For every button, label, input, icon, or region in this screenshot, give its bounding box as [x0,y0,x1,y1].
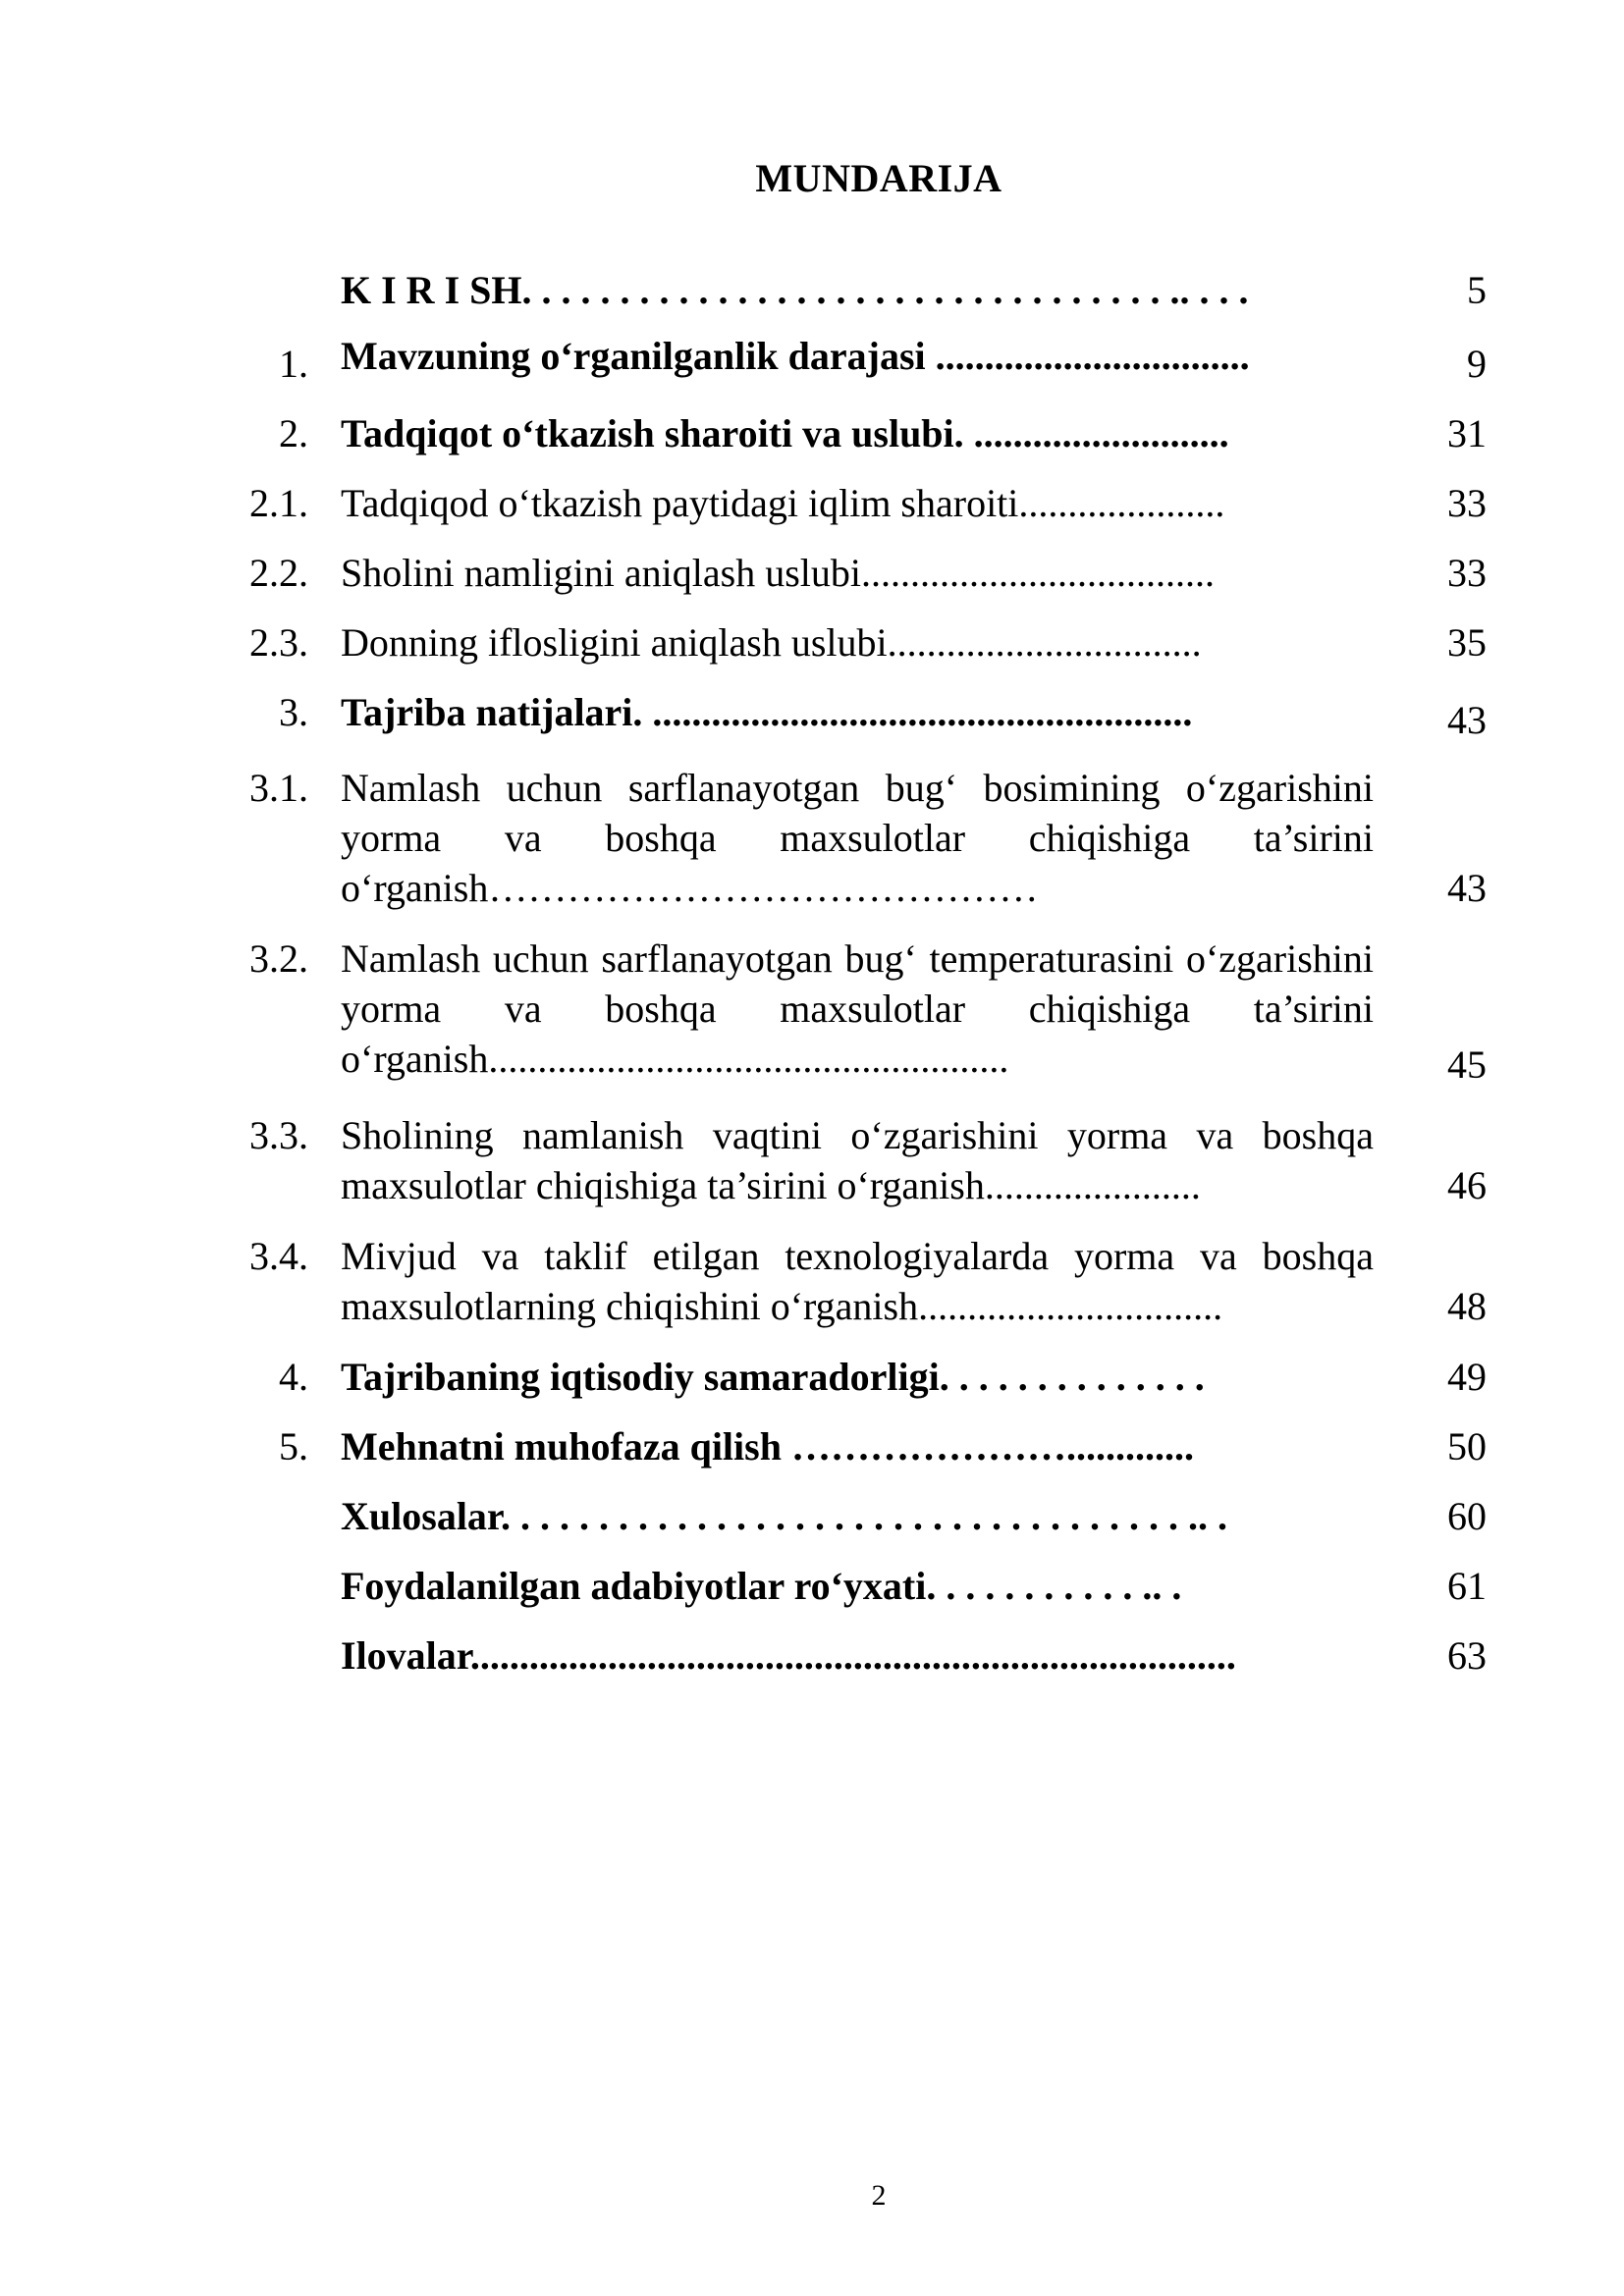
toc-entry-title [341,1421,1381,1471]
leader-dots: .......................... [963,411,1229,455]
toc-entry-number: 2.1. [249,481,308,525]
toc-entry-page: 48 [1447,1284,1487,1328]
toc-entry-page: 33 [1447,551,1487,595]
leader-dots: …………………............. [781,1424,1194,1468]
toc-entry-number: 4. [279,1355,308,1399]
leader-dots: .................................... [861,551,1215,595]
toc-entry-title [341,687,1381,737]
page-number: 2 [871,2179,887,2212]
toc-entry-title [341,1231,1374,1331]
toc-entry-number: 3.3. [249,1113,308,1157]
leader-dots: . . . . . . . . . . . . . . . . . . . . . . . . . . . . . . . . . .. . . . [521,268,1249,312]
toc-entry-text: Namlash uchun sarflanayotgan bug‘ bosimining o‘zgarishini yorma va boshqa maxsulotlar chiqishiga ta’sirini o‘rganish [341,766,1374,910]
toc-entry-number: 3.1. [249,766,308,810]
leader-dots: ....................................................... [642,690,1193,734]
toc-entry-title [341,265,1381,315]
toc-entry-number: 3.2. [249,936,308,981]
toc-entry-page: 50 [1447,1424,1487,1468]
toc-entry-page: 45 [1447,1042,1487,1087]
toc-entry-page: 61 [1447,1564,1487,1608]
toc-entry-text: Tadqiqot o‘tkazish sharoiti va uslubi. [341,411,964,455]
toc-entry-text: Mehnatni muhofaza qilish [341,1424,782,1468]
toc-entry-page: 33 [1447,481,1487,525]
toc-entry-page: 46 [1447,1163,1487,1207]
toc-entry-title [341,1491,1381,1541]
toc-entry-title [341,1561,1381,1611]
toc-entry-title [341,548,1381,598]
leader-dots: ................................ [887,620,1202,665]
toc-entry-text: Mivjud va taklif etilgan texnologiyalarda yorma va boshqa maxsulotlarning chiqishini o‘rganish [341,1234,1374,1328]
toc-entry-title [341,1630,1381,1681]
toc-entry-text: Xulosalar [341,1494,502,1538]
toc-entry-text: Tajriba natijalari. [341,690,643,734]
toc-entry-title [341,763,1374,913]
toc-entry-number: 2. [279,411,308,455]
toc-entry-page: 31 [1447,411,1487,455]
toc-entry-number: 1. [279,342,308,386]
toc-entry-title [341,934,1374,1084]
toc-entry-text: Foydalanilgan adabiyotlar ro‘yxati [341,1564,927,1608]
toc-entry-text: Tadqiqod o‘tkazish paytidagi iqlim sharoiti [341,481,1019,525]
leader-dots: . . . . . . . . . . . . . . [939,1355,1205,1399]
toc-entry-page: 9 [1467,342,1487,386]
toc-entry-title [341,478,1381,528]
toc-entry-number: 2.3. [249,620,308,665]
toc-entry-text: Sholini namligini aniqlash uslubi [341,551,861,595]
leader-dots: ............................... [918,1284,1223,1328]
toc-entry-page: 43 [1447,698,1487,742]
leader-dots: ..................................................... [488,1037,1009,1081]
toc-entry-text: Donning iflosligini aniqlash uslubi [341,620,888,665]
toc-entry-text: Ilovalar [341,1633,470,1678]
toc-entry-page: 49 [1447,1355,1487,1399]
leader-dots: ..................... [1018,481,1225,525]
page-title: MUNDARIJA [755,156,1002,200]
toc-entry-page: 43 [1447,866,1487,910]
toc-entry-number: 3.4. [249,1234,308,1278]
leader-dots: . . . . . . . . . . . . . . . . . . . . . . . . . . . . . . . . . . . .. . [501,1494,1228,1538]
toc-entry-text: Mavzuning o‘rganilganlik darajasi [341,334,926,378]
toc-entry-number: 2.2. [249,551,308,595]
leader-dots: ................................ [925,334,1250,378]
toc-entry-title [341,1110,1374,1210]
toc-entry-title [341,408,1381,458]
toc-entry-text: Tajribaning iqtisodiy samaradorligi [341,1355,940,1399]
toc-entry-page: 60 [1447,1494,1487,1538]
toc-entry-text: Namlash uchun sarflanayotgan bug‘ temperaturasini o‘zgarishini yorma va boshqa maxsulotlar chiqishiga ta’sirini o‘rganish [341,936,1374,1081]
toc-entry-page: 35 [1447,620,1487,665]
leader-dots: ...................... [984,1163,1201,1207]
toc-entry-title [341,1352,1381,1402]
leader-dots: . . . . . . . . . . . .. . [926,1564,1182,1608]
toc-entry-page: 5 [1467,268,1487,312]
toc-entry-title [341,617,1381,667]
leader-dots: .............................................................................. [469,1633,1236,1678]
toc-entry-text: Sholining namlanish vaqtini o‘zgarishini yorma va boshqa maxsulotlar chiqishiga ta’sirini o‘rganish [341,1113,1374,1207]
toc-entry-text: K I R I SH [341,268,522,312]
leader-dots: …………………………………… [488,866,1039,910]
toc-entry-page: 63 [1447,1633,1487,1678]
toc-entry-number: 3. [279,690,308,734]
toc-entry-title [341,331,1381,381]
toc-entry-number: 5. [279,1424,308,1468]
